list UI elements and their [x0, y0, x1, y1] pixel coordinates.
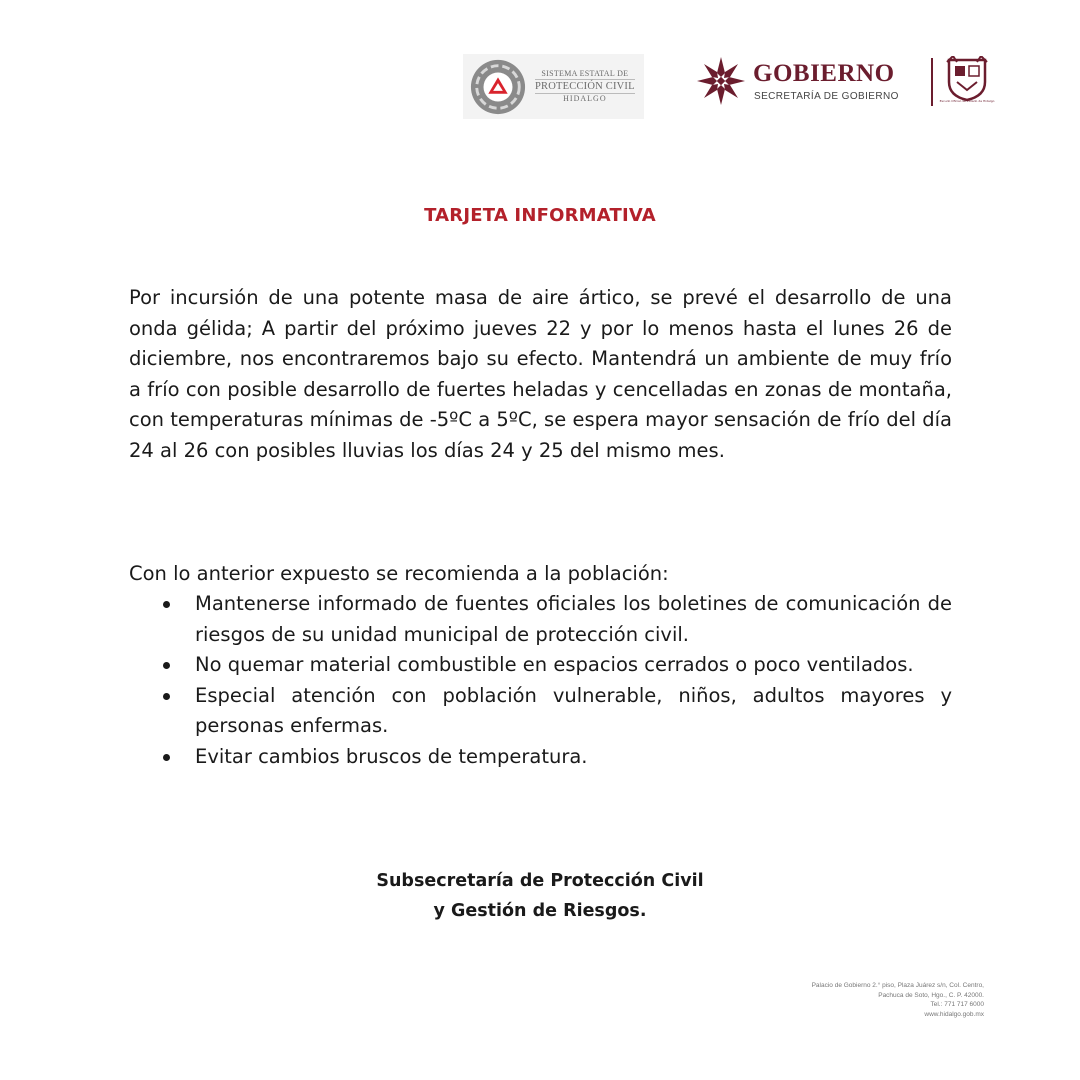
- recommendations-list: [129, 589, 952, 772]
- document-title: TARJETA INFORMATIVA: [424, 205, 656, 226]
- bullet-icon: [163, 754, 170, 761]
- bullet-icon: [163, 662, 170, 669]
- logo-divider: [931, 58, 933, 106]
- recommendation-item: [129, 650, 952, 681]
- signature-line1: Subsecretaría de Protección Civil: [376, 871, 704, 891]
- recommendation-item: [129, 589, 952, 650]
- footer-line2: Pachuca de Soto, Hgo., C. P. 42000.: [878, 991, 984, 999]
- gobierno-star-icon: [696, 56, 746, 106]
- footer-address: [812, 981, 984, 1019]
- hidalgo-shield-icon: [945, 56, 989, 102]
- shield-caption: Escudo Oficial del Estado de Hidalgo: [939, 99, 995, 103]
- gobierno-title: GOBIERNO: [753, 60, 895, 87]
- footer-line3: Tel.: 771 717 6000: [930, 1001, 984, 1008]
- gobierno-logo: [696, 56, 996, 108]
- bullet-icon: [163, 601, 170, 608]
- recommendations-intro: Con lo anterior expuesto se recomienda a la población:: [129, 562, 669, 585]
- bullet-icon: [163, 693, 170, 700]
- recommendation-text: Evitar cambios bruscos de temperatura.: [195, 744, 588, 768]
- gobierno-subtitle: SECRETARÍA DE GOBIERNO: [754, 91, 899, 102]
- recommendation-text: Mantenerse informado de fuentes oficiales los boletines de comunicación de riesgos de su unidad municipal de protección civil.: [195, 592, 952, 646]
- pc-logo-line2: PROTECCIÓN CIVIL: [535, 79, 635, 94]
- pc-logo-line1: SISTEMA ESTATAL DE: [541, 68, 629, 78]
- pc-logo-line3: HIDALGO: [563, 94, 607, 103]
- footer-website: www.hidalgo.gob.mx: [924, 1010, 984, 1018]
- recommendation-text: Especial atención con población vulnerable, niños, adultos mayores y personas enfermas.: [195, 683, 952, 737]
- proteccion-civil-logo: [463, 54, 644, 119]
- main-paragraph: Por incursión de una potente masa de aire ártico, se prevé el desarrollo de una onda gélida; A partir del próximo jueves 22 y por lo menos hasta el lunes 26 de diciembre, nos encontraremos bajo su efecto. Mantendrá un ambiente de muy frío a frío con posible desarrollo de fuertes heladas y cencelladas en zonas de montaña, con temperaturas mínimas de -5ºC a 5ºC, se espera mayor sensación de frío del día 24 al 26 con posibles lluvias los días 24 y 25 del mismo mes.: [129, 286, 952, 462]
- recommendation-item: [129, 742, 952, 773]
- recommendation-text: No quemar material combustible en espacios cerrados o poco ventilados.: [195, 653, 914, 676]
- proteccion-civil-wordmark: [535, 70, 635, 104]
- signature-block: [0, 866, 1080, 926]
- recommendation-item: [129, 681, 952, 742]
- proteccion-civil-emblem-icon: [469, 58, 527, 116]
- signature-line2: y Gestión de Riesgos.: [433, 901, 647, 921]
- footer-line1: Palacio de Gobierno 2.° piso, Plaza Juárez s/n, Col. Centro,: [811, 982, 984, 989]
